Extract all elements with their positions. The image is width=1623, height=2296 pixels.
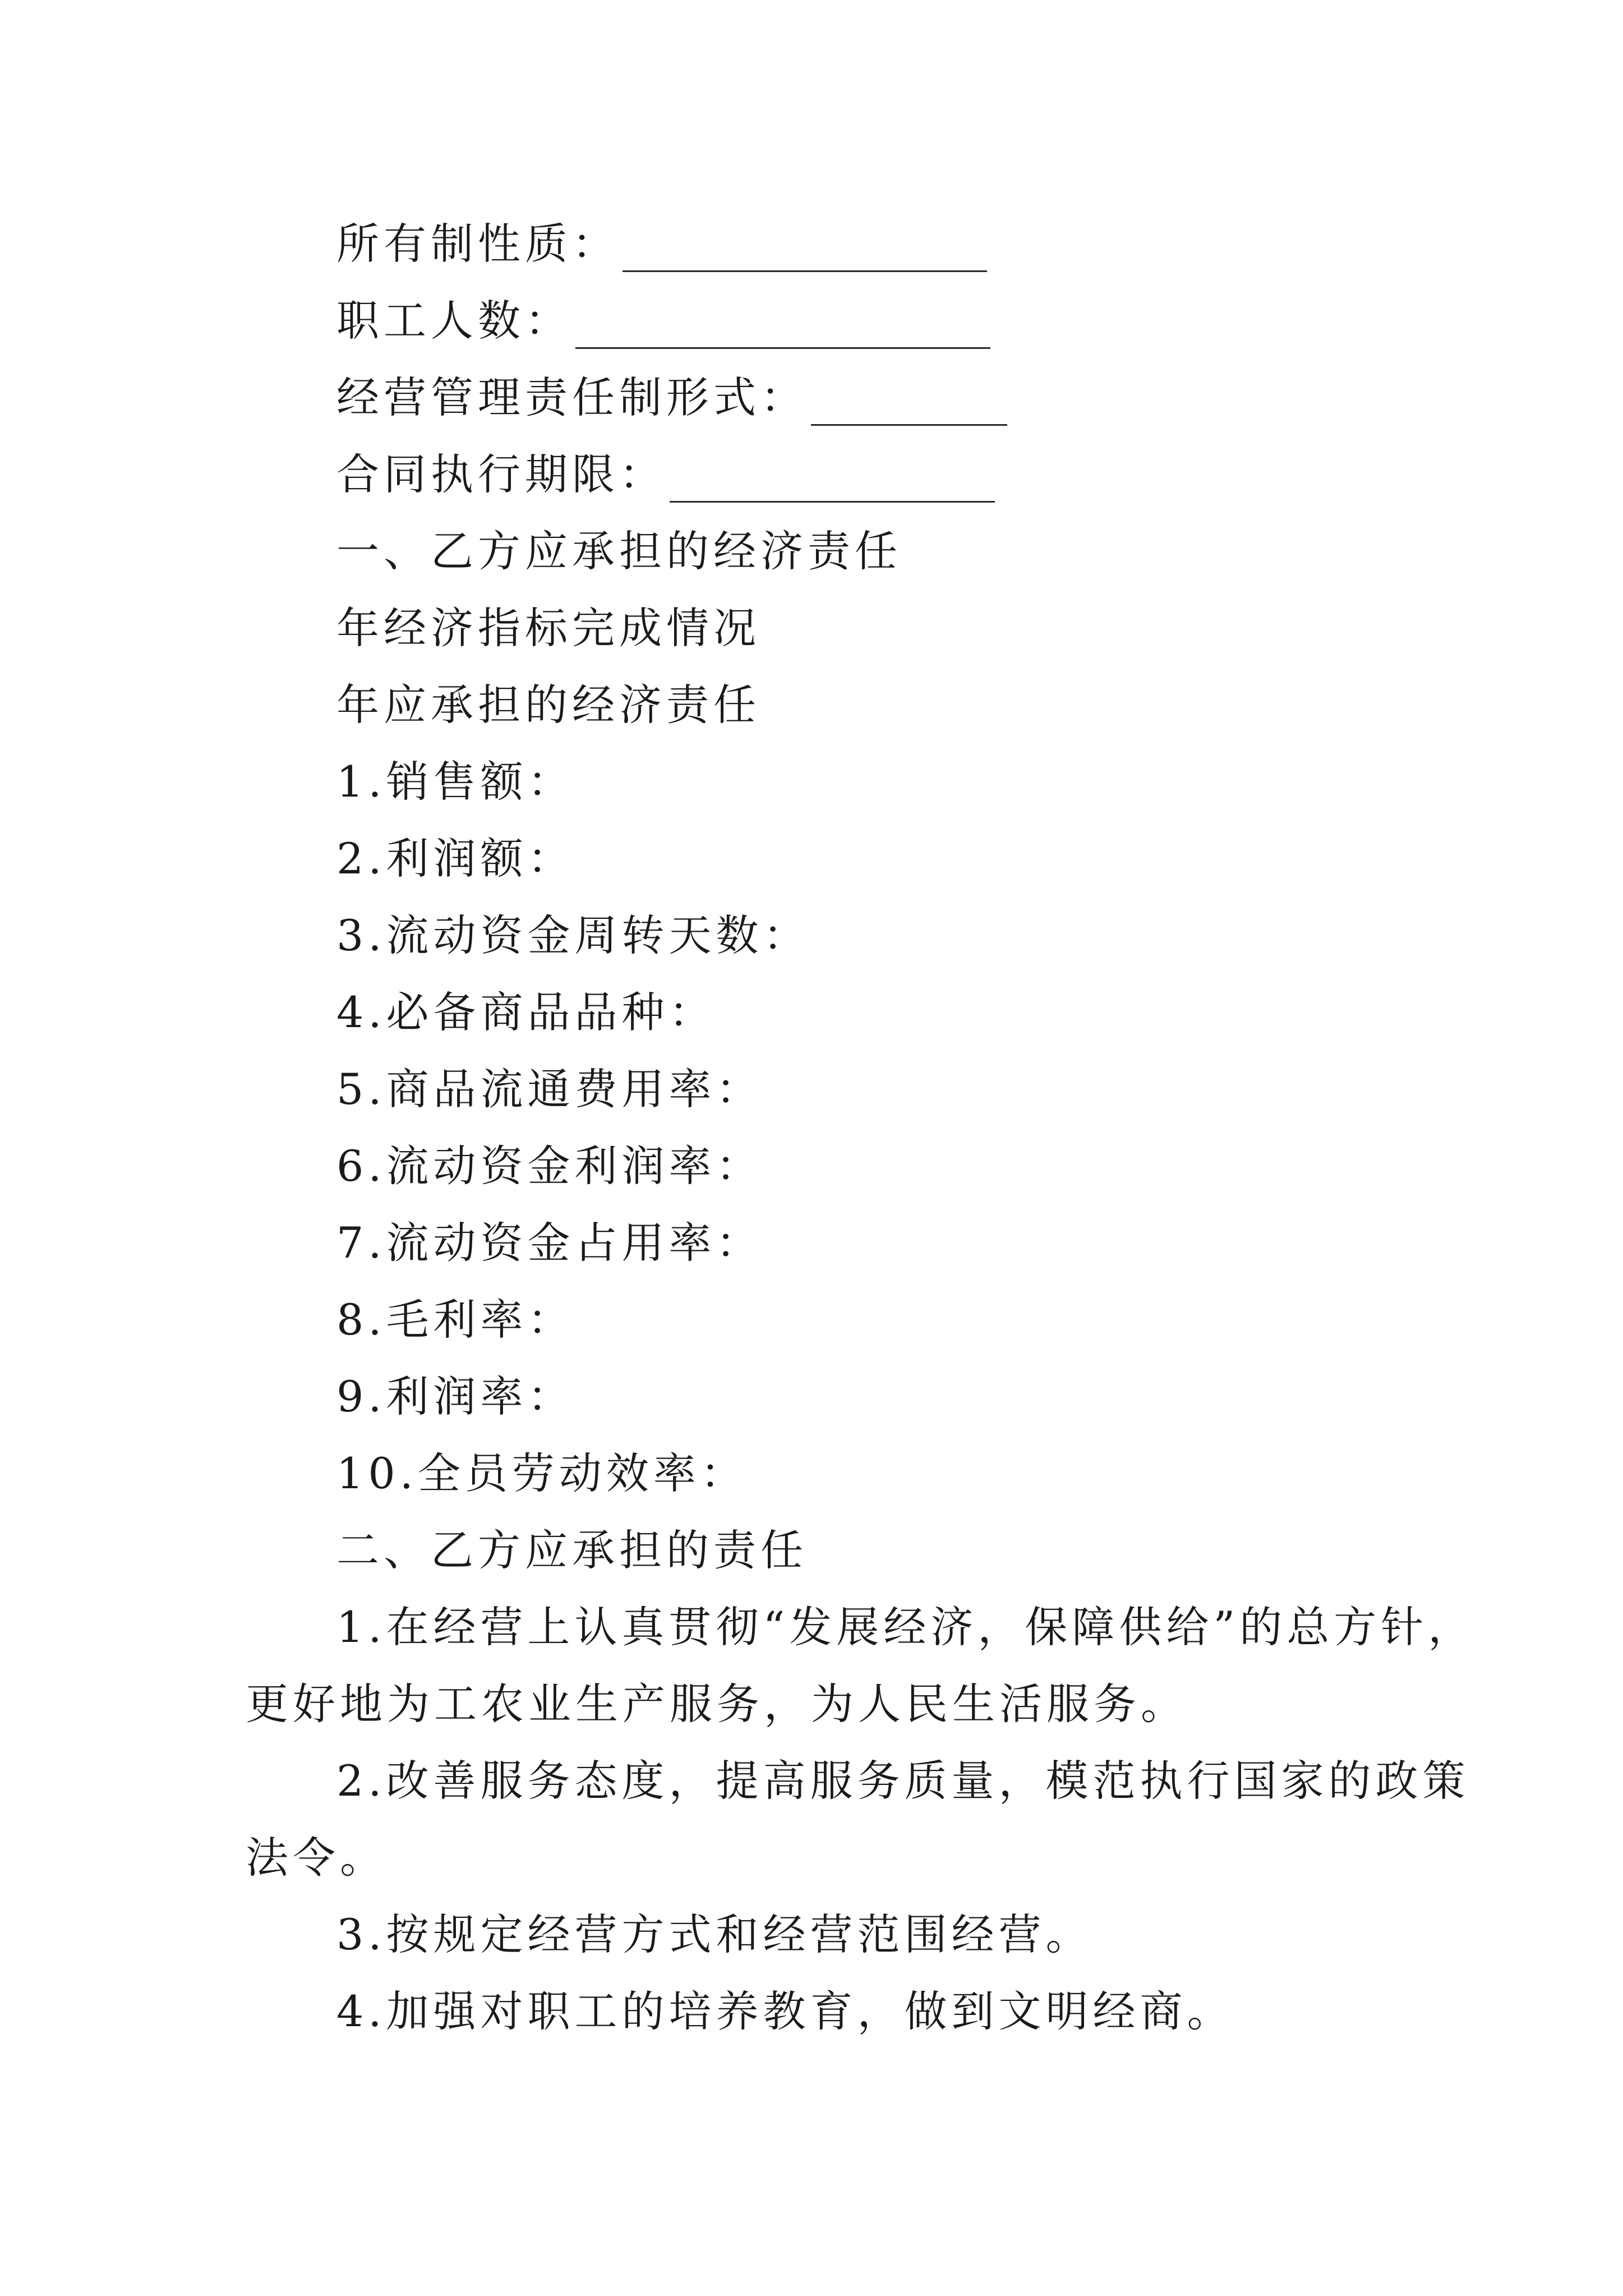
section2-heading: 二、乙方应承担的责任 — [336, 1525, 808, 1575]
section2-paragraph-2-line-2: 法令。 — [246, 1833, 387, 1883]
indicator-item: 8.毛利率： — [336, 1295, 575, 1345]
field-label: 合同执行期限： — [336, 449, 666, 499]
field-staff-count — [336, 293, 990, 349]
indicator-item: 6.流动资金利润率： — [336, 1141, 763, 1191]
indicator-item: 5.商品流通费用率： — [336, 1064, 763, 1114]
section1-sub2: 年应承担的经济责任 — [336, 680, 760, 730]
section2-paragraph-3: 3.按规定经营方式和经营范围经营。 — [336, 1910, 1093, 1959]
fill-blank[interactable] — [811, 387, 1007, 426]
section2-paragraph-2-line-1: 2.改善服务态度，提高服务质量，模范执行国家的政策 — [336, 1756, 1470, 1806]
indicator-item: 2.利润额： — [336, 834, 575, 884]
indicator-item: 1.销售额： — [336, 757, 575, 807]
fill-blank[interactable] — [623, 233, 987, 272]
fill-blank[interactable] — [670, 464, 995, 503]
indicator-item: 10.全员劳动效率： — [336, 1448, 748, 1498]
fill-blank[interactable] — [575, 310, 990, 349]
section2-paragraph-1-line-2: 更好地为工农业生产服务，为人民生活服务。 — [246, 1679, 1188, 1729]
field-contract-term — [336, 447, 995, 503]
section2-paragraph-4: 4.加强对职工的培养教育，做到文明经商。 — [336, 1986, 1234, 2036]
section2-paragraph-1-line-1: 1.在经营上认真贯彻“发展经济，保障供给”的总方针， — [336, 1602, 1476, 1652]
field-ownership — [336, 216, 987, 272]
indicator-item: 7.流动资金占用率： — [336, 1218, 763, 1268]
field-label: 职工人数： — [336, 296, 572, 346]
field-responsibility-form — [336, 370, 1007, 426]
indicator-item: 4.必备商品品种： — [336, 987, 716, 1037]
indicator-item: 9.利润率： — [336, 1372, 575, 1421]
indicator-item: 3.流动资金周转天数： — [336, 910, 810, 960]
section1-sub1: 年经济指标完成情况 — [336, 603, 760, 653]
field-label: 所有制性质： — [336, 219, 619, 269]
field-label: 经营管理责任制形式： — [336, 372, 808, 422]
section1-heading: 一、乙方应承担的经济责任 — [336, 526, 902, 576]
